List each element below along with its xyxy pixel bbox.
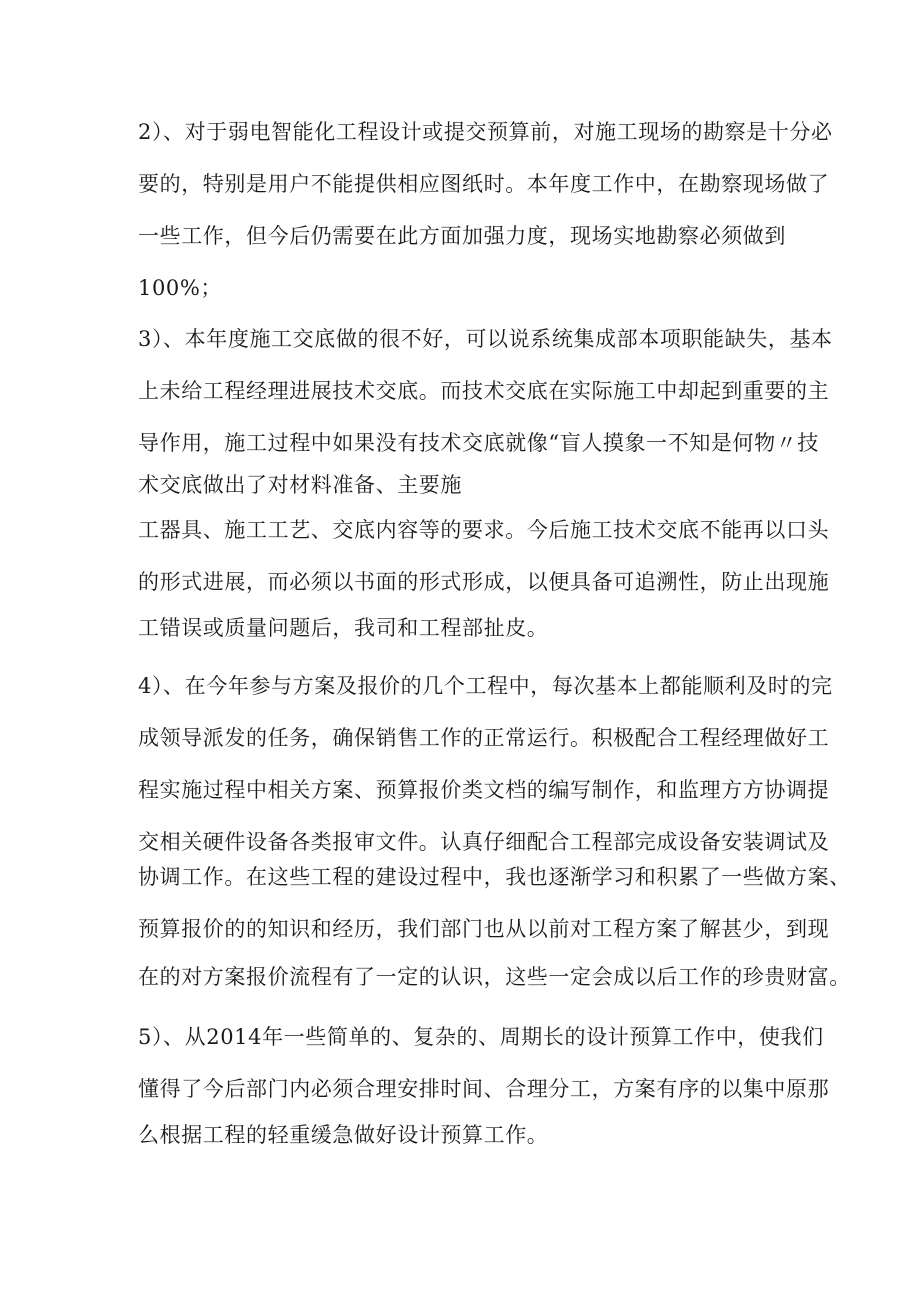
paragraph-3b-line-3: 工错误或质量问题后，我司和工程部扯皮。 [138,616,549,640]
paragraph-3-line-1: 3）、本年度施工交底做的很不好，可以说系统集成部本项职能缺失，基本 [138,327,833,351]
paragraph-4-line-4: 交相关硬件设备各类报审文件。认真仔细配合工程部完成设备安装调试及 [138,830,830,854]
paragraph-2-line-1: 2）、对于弱电智能化工程设计或提交预算前，对施工现场的勘察是十分必 [138,120,833,144]
paragraph-3-line-4: 术交底做出了对材料准备、主要施 [138,473,462,497]
paragraph-4-line-6: 预算报价的的知识和经历，我们部门也从以前对工程方案了解甚少，到现 [138,917,830,941]
paragraph-2-line-2: 要的，特别是用户不能提供相应图纸时。本年度工作中，在勘察现场做了 [138,172,830,196]
paragraph-2-line-3: 一些工作，但今后仍需要在此方面加强力度，现场实地勘察必须做到 [138,224,786,248]
paragraph-4-line-2: 成领导派发的任务，确保销售工作的正常运行。积极配合工程经理做好工 [138,726,830,750]
paragraph-5-line-3: 么根据工程的轻重缓急做好设计预算工作。 [138,1123,549,1147]
paragraph-2-line-4: 100%； [138,276,223,300]
paragraph-4-line-1: 4）、在今年参与方案及报价的几个工程中，每次基本上都能顺利及时的完 [138,674,833,698]
paragraph-5-line-2: 懂得了今后部门内必须合理安排时间、合理分工，方案有序的以集中原那 [138,1077,830,1101]
paragraph-5-line-1: 5）、从2014年一些简单的、复杂的、周期长的设计预算工作中，使我们 [138,1025,824,1049]
paragraph-4-line-7: 在的对方案报价流程有了一定的认识，这些一定会成以后工作的珍贵财富。 [138,965,851,989]
paragraph-3b-line-2: 的形式进展，而必须以书面的形式形成，以便具备可追溯性，防止出现施 [138,570,830,594]
paragraph-3-line-2: 上未给工程经理进展技术交底。而技术交底在实际施工中却起到重要的主 [138,379,830,403]
paragraph-3b-line-1: 工器具、施工工艺、交底内容等的要求。今后施工技术交底不能再以口头 [138,518,830,542]
paragraph-4-line-3: 程实施过程中相关方案、预算报价类文档的编写制作，和监理方方协调提 [138,778,830,802]
paragraph-3-line-3: 导作用，施工过程中如果没有技术交底就像“盲人摸象一不知是何物〃技 [138,431,819,455]
paragraph-4-line-5: 协调工作。在这些工程的建设过程中，我也逐渐学习和积累了一些做方案、 [138,865,851,889]
